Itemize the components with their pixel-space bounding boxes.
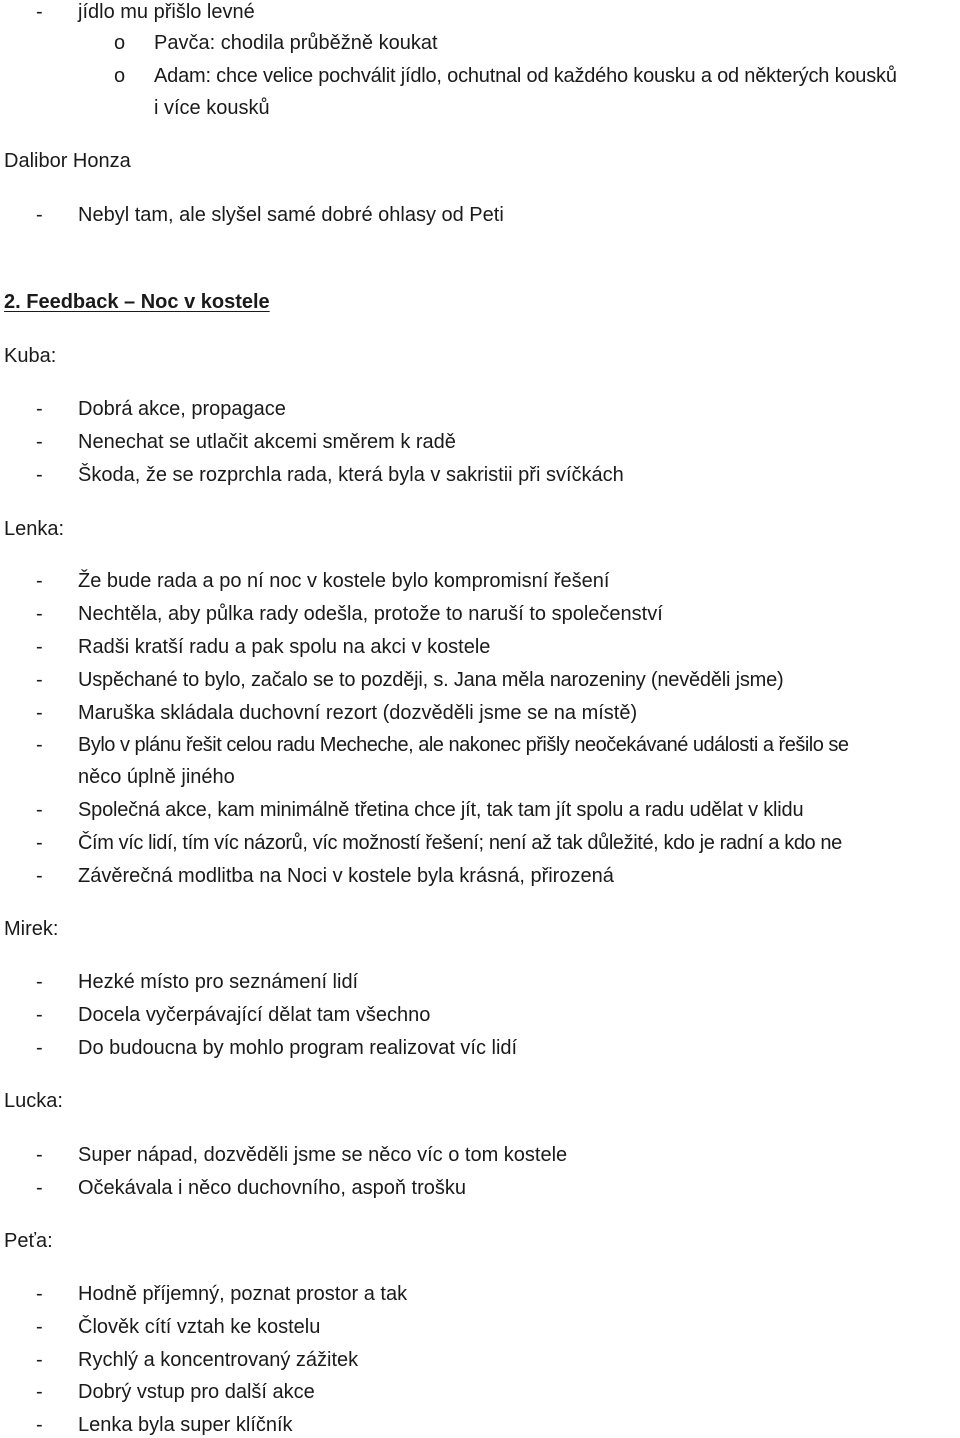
list-dash: - xyxy=(36,570,43,592)
list-item: Hodně příjemný, poznat prostor a tak xyxy=(78,1283,408,1305)
list-item: Rychlý a koncentrovaný zážitek xyxy=(78,1349,359,1371)
list-dash: - xyxy=(36,1037,43,1059)
speaker-label: Kuba: xyxy=(4,345,57,367)
list-item: Bylo v plánu řešit celou radu Mecheche, ale nakonec přišly neočekávané události a řešilo se xyxy=(78,734,849,756)
list-dash: - xyxy=(36,464,43,486)
list-dash: - xyxy=(36,431,43,453)
list-item: Uspěchané to bylo, začalo se to později, s. Jana měla narozeniny (nevěděli jsme) xyxy=(78,669,784,691)
list-dash: - xyxy=(36,971,43,993)
list-dash: - xyxy=(36,702,43,724)
list-dash: - xyxy=(36,636,43,658)
list-dash: - xyxy=(36,1349,43,1371)
list-dash: - xyxy=(36,799,43,821)
list-item: Do budoucna by mohlo program realizovat víc lidí xyxy=(78,1037,518,1059)
list-dash: - xyxy=(36,1414,43,1436)
list-dash: - xyxy=(36,1283,43,1305)
list-item: Nenechat se utlačit akcemi směrem k radě xyxy=(78,431,456,453)
sublist-item-continuation: i více kousků xyxy=(154,97,270,119)
list-dash: - xyxy=(36,603,43,625)
section-heading: 2. Feedback – Noc v kostele xyxy=(4,291,270,313)
list-item: Závěrečná modlitba na Noci v kostele byla krásná, přirozená xyxy=(78,865,614,887)
list-item: Docela vyčerpávající dělat tam všechno xyxy=(78,1004,431,1026)
list-item: Člověk cítí vztah ke kostelu xyxy=(78,1316,321,1338)
list-item: Lenka byla super klíčník xyxy=(78,1414,293,1436)
list-item: Hezké místo pro seznámení lidí xyxy=(78,971,359,993)
list-item: Dobrý vstup pro další akce xyxy=(78,1381,315,1403)
speaker-label: Lucka: xyxy=(4,1090,63,1112)
list-item: Super nápad, dozvěděli jsme se něco víc o tom kostele xyxy=(78,1144,568,1166)
speaker-label: Mirek: xyxy=(4,918,59,940)
list-dash: - xyxy=(36,398,43,420)
list-item: jídlo mu přišlo levné xyxy=(78,1,255,23)
list-item: Dobrá akce, propagace xyxy=(78,398,286,420)
list-item: Škoda, že se rozprchla rada, která byla v sakristii při svíčkách xyxy=(78,464,624,486)
list-item: Že bude rada a po ní noc v kostele bylo kompromisní řešení xyxy=(78,570,610,592)
list-item: Čím víc lidí, tím víc názorů, víc možností řešení; není až tak důležité, kdo je radní a kdo ne xyxy=(78,832,842,854)
list-item: Nebyl tam, ale slyšel samé dobré ohlasy od Peti xyxy=(78,204,504,226)
list-item-continuation: něco úplně jiného xyxy=(78,766,235,788)
list-dash: - xyxy=(36,1004,43,1026)
sublist-marker: o xyxy=(114,65,126,87)
speaker-label: Dalibor Honza xyxy=(4,150,131,172)
speaker-label: Lenka: xyxy=(4,518,65,540)
list-dash: - xyxy=(36,1,43,23)
sublist-marker: o xyxy=(114,32,126,54)
list-dash: - xyxy=(36,1316,43,1338)
list-item: Radši kratší radu a pak spolu na akci v kostele xyxy=(78,636,491,658)
list-dash: - xyxy=(36,1144,43,1166)
speaker-label: Peťa: xyxy=(4,1230,53,1252)
sublist-item: Pavča: chodila průběžně koukat xyxy=(154,32,438,54)
sublist-item: Adam: chce velice pochválit jídlo, ochutnal od každého kousku a od některých kousků xyxy=(154,65,897,87)
list-item: Společná akce, kam minimálně třetina chce jít, tak tam jít spolu a radu udělat v klidu xyxy=(78,799,804,821)
list-dash: - xyxy=(36,204,43,226)
list-dash: - xyxy=(36,832,43,854)
list-item: Očekávala i něco duchovního, aspoň trošku xyxy=(78,1177,467,1199)
list-dash: - xyxy=(36,669,43,691)
list-item: Nechtěla, aby půlka rady odešla, protože to naruší to společenství xyxy=(78,603,663,625)
list-item: Maruška skládala duchovní rezort (dozvěděli jsme se na místě) xyxy=(78,702,638,724)
list-dash: - xyxy=(36,1177,43,1199)
list-dash: - xyxy=(36,734,43,756)
list-dash: - xyxy=(36,865,43,887)
list-dash: - xyxy=(36,1381,43,1403)
